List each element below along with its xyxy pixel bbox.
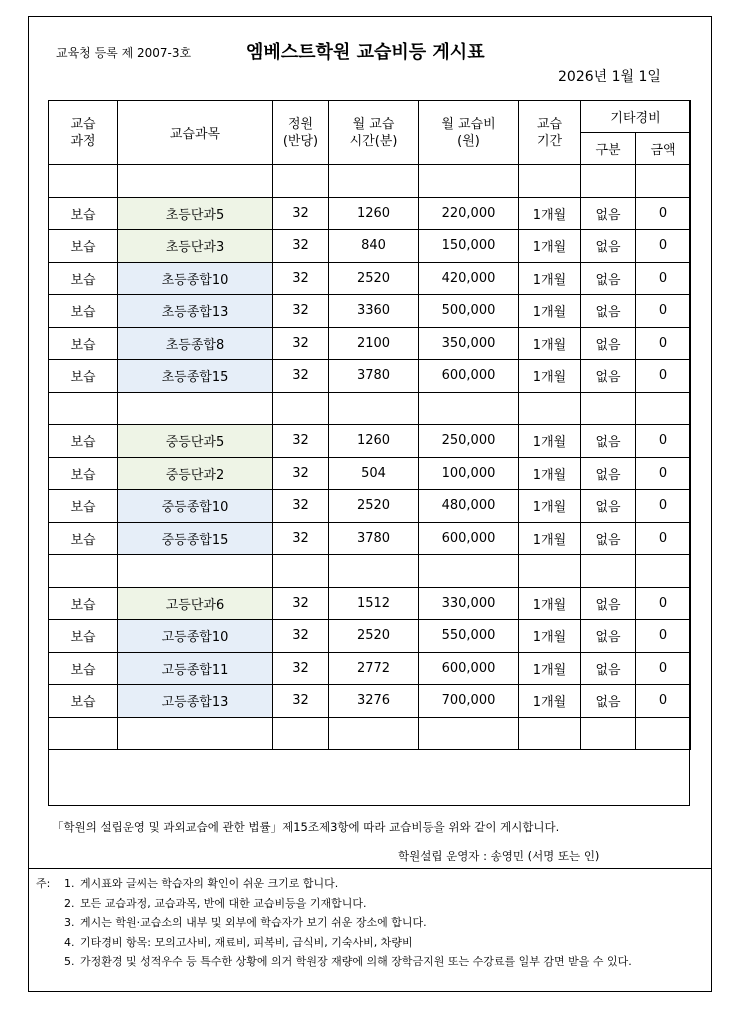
cell-period [519,392,581,425]
cell-course-type: 보습 [49,262,118,295]
cell-monthly-hours [329,165,419,198]
cell-period: 1개월 [519,490,581,523]
table-row [49,587,691,620]
cell-period: 1개월 [519,522,581,555]
cell-monthly-fee: 100,000 [419,457,519,490]
note-text: 기타경비 항목: 모의고사비, 재료비, 피복비, 급식비, 기숙사비, 차량비 [80,935,413,949]
cell-category: 없음 [581,425,636,458]
header-capacity [273,101,329,165]
cell-period [519,555,581,588]
cell-course-type: 보습 [49,457,118,490]
table-row [49,295,691,328]
table-row [49,490,691,523]
cell-course-type: 보습 [49,522,118,555]
cell-amount: 0 [636,522,691,555]
cell-monthly-fee [419,555,519,588]
cell-course-type: 보습 [49,490,118,523]
cell-period: 1개월 [519,197,581,230]
cell-capacity: 32 [273,652,329,685]
cell-category: 없음 [581,620,636,653]
header-period [519,101,581,165]
note-text: 게시는 학원·교습소의 내부 및 외부에 학습자가 보기 쉬운 장소에 합니다. [80,916,427,929]
cell-category: 없음 [581,457,636,490]
cell-subject [118,717,273,750]
cell-amount: 0 [636,262,691,295]
header-course-type [49,101,118,165]
cell-monthly-hours [329,555,419,588]
cell-category: 없음 [581,230,636,263]
cell-subject: 초등단과5 [118,197,273,230]
cell-capacity: 32 [273,490,329,523]
cell-course-type [49,555,118,588]
cell-monthly-fee: 220,000 [419,197,519,230]
cell-category: 없음 [581,490,636,523]
cell-monthly-fee: 350,000 [419,327,519,360]
cell-subject: 고등종합13 [118,685,273,718]
cell-monthly-hours [329,717,419,750]
operator-signature: 학원설립 운영자 : 송영민 (서명 또는 인) [398,849,600,863]
cell-monthly-hours: 1260 [329,425,419,458]
cell-subject: 중등종합15 [118,522,273,555]
table-row [49,360,691,393]
cell-subject: 초등단과3 [118,230,273,263]
cell-period: 1개월 [519,457,581,490]
cell-period: 1개월 [519,295,581,328]
cell-monthly-fee: 250,000 [419,425,519,458]
cell-subject: 초등종합15 [118,360,273,393]
registration-number: 교육청 등록 제 2007-3호 [56,46,192,60]
cell-monthly-hours: 3276 [329,685,419,718]
cell-amount: 0 [636,685,691,718]
note-text: 모든 교습과정, 교습과목, 반에 대한 교습비등을 기재합니다. [80,896,367,910]
table-row [49,685,691,718]
cell-monthly-fee: 420,000 [419,262,519,295]
notice-date: 2026년 1월 1일 [558,69,661,85]
cell-course-type [49,717,118,750]
cell-capacity: 32 [273,457,329,490]
cell-monthly-hours: 504 [329,457,419,490]
notes-section [36,874,708,972]
table-row [49,230,691,263]
note-number: 3. [64,916,75,929]
cell-amount: 0 [636,490,691,523]
cell-amount: 0 [636,230,691,263]
cell-capacity [273,717,329,750]
cell-period: 1개월 [519,685,581,718]
cell-amount: 0 [636,425,691,458]
cell-amount: 0 [636,652,691,685]
cell-monthly-fee: 600,000 [419,522,519,555]
cell-category: 없음 [581,522,636,555]
cell-amount: 0 [636,360,691,393]
header-capacity-label: 정원 (반당) [282,116,319,149]
cell-subject [118,165,273,198]
cell-period: 1개월 [519,620,581,653]
note-item [36,913,708,933]
note-item [36,894,708,914]
cell-course-type: 보습 [49,620,118,653]
cell-period: 1개월 [519,327,581,360]
cell-course-type: 보습 [49,425,118,458]
cell-category: 없음 [581,685,636,718]
cell-period: 1개월 [519,230,581,263]
cell-course-type: 보습 [49,327,118,360]
notes-lead: 주: [36,877,51,890]
cell-course-type: 보습 [49,360,118,393]
table-body [49,165,691,750]
table-row [49,392,691,425]
cell-monthly-fee: 700,000 [419,685,519,718]
cell-amount [636,165,691,198]
cell-capacity: 32 [273,425,329,458]
cell-capacity [273,392,329,425]
cell-monthly-fee: 500,000 [419,295,519,328]
header-amount: 금액 [636,133,691,165]
cell-category: 없음 [581,587,636,620]
cell-course-type: 보습 [49,295,118,328]
law-statement: 「학원의 설립운영 및 과외교습에 관한 법률」제15조제3항에 따라 교습비등을 위와 같이 게시합니다. [52,820,560,834]
cell-amount: 0 [636,587,691,620]
table-row [49,717,691,750]
header-course-type-label: 교습 과정 [70,116,96,149]
cell-category: 없음 [581,197,636,230]
table-row [49,197,691,230]
cell-monthly-hours: 1260 [329,197,419,230]
cell-category: 없음 [581,327,636,360]
cell-subject: 중등단과2 [118,457,273,490]
cell-period: 1개월 [519,587,581,620]
header-monthly-hours-label: 월 교습 시간(분) [349,116,398,149]
notes-lead-spacer [36,913,64,933]
cell-capacity: 32 [273,327,329,360]
note-text: 가정환경 및 성적우수 등 특수한 상황에 의거 학원장 재량에 의해 장학금지원 또는 수강료를 일부 감면 받을 수 있다. [80,955,632,968]
header-category: 구분 [581,133,636,165]
table-row [49,457,691,490]
cell-amount: 0 [636,295,691,328]
cell-category: 없음 [581,652,636,685]
cell-monthly-fee: 480,000 [419,490,519,523]
cell-course-type [49,392,118,425]
cell-monthly-hours: 840 [329,230,419,263]
cell-monthly-fee [419,392,519,425]
table-row [49,652,691,685]
cell-amount: 0 [636,197,691,230]
cell-subject [118,555,273,588]
cell-course-type: 보습 [49,652,118,685]
cell-subject: 고등단과6 [118,587,273,620]
cell-monthly-hours: 2520 [329,620,419,653]
table-row [49,425,691,458]
cell-monthly-hours: 1512 [329,587,419,620]
cell-course-type: 보습 [49,197,118,230]
cell-monthly-fee: 550,000 [419,620,519,653]
note-item [36,874,708,894]
cell-monthly-fee: 150,000 [419,230,519,263]
page-title: 엠베스트학원 교습비등 게시표 [246,42,485,63]
cell-subject: 중등단과5 [118,425,273,458]
cell-amount [636,717,691,750]
cell-subject: 초등종합8 [118,327,273,360]
cell-capacity: 32 [273,685,329,718]
cell-monthly-hours: 3780 [329,360,419,393]
cell-monthly-hours: 2772 [329,652,419,685]
table-row [49,165,691,198]
note-number: 4. [64,935,75,949]
cell-category [581,555,636,588]
cell-monthly-hours: 2520 [329,490,419,523]
cell-capacity: 32 [273,230,329,263]
cell-period [519,165,581,198]
header-period-label: 교습 기간 [536,116,563,149]
table-row [49,522,691,555]
cell-period [519,717,581,750]
fee-table [48,100,691,750]
notes-lead-spacer [36,952,64,972]
note-text: 게시표와 글씨는 학습자의 확인이 쉬운 크기로 합니다. [80,877,339,890]
note-number: 2. [64,896,75,910]
cell-period: 1개월 [519,652,581,685]
table-row [49,555,691,588]
notes-lead-spacer [36,933,64,953]
cell-monthly-hours: 2520 [329,262,419,295]
cell-subject: 초등종합13 [118,295,273,328]
cell-category: 없음 [581,360,636,393]
cell-monthly-hours [329,392,419,425]
notes-lead-spacer [36,894,64,914]
cell-capacity: 32 [273,197,329,230]
cell-course-type: 보습 [49,587,118,620]
cell-capacity: 32 [273,262,329,295]
cell-category [581,165,636,198]
cell-capacity: 32 [273,360,329,393]
cell-subject: 고등종합10 [118,620,273,653]
cell-subject: 중등종합10 [118,490,273,523]
table-row [49,262,691,295]
cell-amount: 0 [636,457,691,490]
cell-subject: 초등종합10 [118,262,273,295]
cell-amount [636,555,691,588]
cell-category: 없음 [581,295,636,328]
header-other-expenses: 기타경비 [581,101,691,133]
note-number: 1. [64,877,75,890]
cell-monthly-fee: 600,000 [419,652,519,685]
cell-period: 1개월 [519,262,581,295]
cell-period: 1개월 [519,360,581,393]
cell-category [581,717,636,750]
cell-monthly-fee [419,717,519,750]
cell-course-type: 보습 [49,685,118,718]
cell-monthly-hours: 3780 [329,522,419,555]
cell-category [581,392,636,425]
cell-monthly-fee: 330,000 [419,587,519,620]
table-row [49,327,691,360]
cell-subject: 고등종합11 [118,652,273,685]
cell-subject [118,392,273,425]
table-row [49,620,691,653]
cell-capacity: 32 [273,522,329,555]
header-monthly-fee-label: 월 교습비 (원) [441,116,496,149]
cell-monthly-fee: 600,000 [419,360,519,393]
cell-period: 1개월 [519,425,581,458]
cell-capacity: 32 [273,587,329,620]
cell-amount: 0 [636,327,691,360]
cell-category: 없음 [581,262,636,295]
cell-monthly-hours: 3360 [329,295,419,328]
notes-divider [28,868,712,869]
cell-course-type [49,165,118,198]
cell-capacity: 32 [273,620,329,653]
note-item [36,933,708,953]
note-number: 5. [64,955,75,968]
cell-amount: 0 [636,620,691,653]
header-subject: 교습과목 [118,101,273,165]
cell-capacity [273,165,329,198]
header-monthly-fee [419,101,519,165]
cell-monthly-hours: 2100 [329,327,419,360]
note-item [36,952,708,972]
cell-amount [636,392,691,425]
header-monthly-hours [329,101,419,165]
cell-capacity: 32 [273,295,329,328]
cell-monthly-fee [419,165,519,198]
cell-course-type: 보습 [49,230,118,263]
cell-capacity [273,555,329,588]
